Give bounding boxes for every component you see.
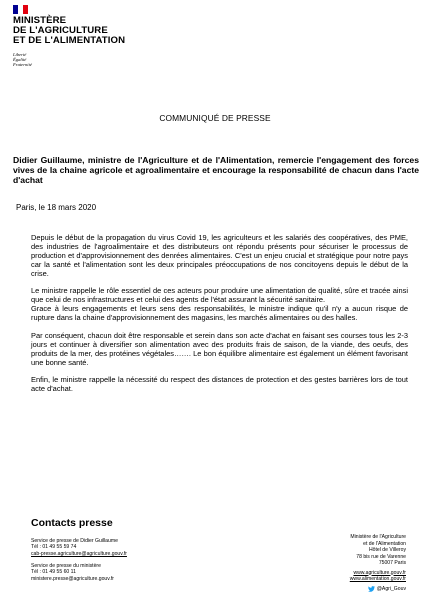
twitter-handle-text: @Agri_Gouv (376, 585, 406, 592)
press-service-name: Service de presse de Didier Guillaume (31, 538, 118, 544)
ministry-name (13, 16, 153, 47)
ministry-address (246, 534, 406, 594)
website-link[interactable]: www.agriculture.gouv.fr (353, 569, 406, 576)
press-email-link[interactable]: cab-presse.agriculture@agriculture.gouv.fr (31, 550, 127, 557)
republic-motto (13, 52, 153, 68)
press-release-title: Didier Guillaume, ministre de l'Agriculture et de l'Alimentation, remercie l'engagement des forces vives de la chaine agricole et agroalimentaire et encourage la responsabilité de chacun dans l'acte d'achat (13, 155, 419, 186)
body-paragraph: Par conséquent, chacun doit être responsable et serein dans son acte d'achat en faisant ses courses tous les 2-3 jours et continuer à diversifier son alimentation avec des produits frais de saison, de la viande, des oeufs, des produits de la mer, des protéines végétales……. Le bon équilibre alimentaire est également un élément favorisant une bonne santé. (31, 330, 408, 367)
body-paragraph: Enfin, le ministre rappelle la nécessité du respect des distances de protection et des gestes barrières lors de tout acte d'achat. (31, 375, 408, 394)
press-service-name: Service de presse du ministère (31, 563, 101, 570)
address-line: 78 bis rue de Varenne (356, 553, 406, 560)
dateline: Paris, le 18 mars 2020 (16, 203, 97, 212)
motto-line: Liberté (13, 51, 27, 57)
motto-line: Fraternité (13, 62, 32, 68)
press-contacts (31, 538, 231, 582)
address-line: Ministère de l'Agriculture (350, 534, 406, 540)
website-link[interactable]: www.alimentation.gouv.fr (349, 576, 406, 582)
contacts-title: Contacts presse (31, 517, 113, 529)
press-phone: Tél : 01 49 55 60 11 (31, 569, 76, 576)
press-phone: Tél : 01 49 55 59 74 (31, 544, 77, 551)
address-line: Hôtel de Villeroy (369, 547, 406, 553)
address-line: et de l'Alimentation (363, 540, 406, 547)
twitter-handle[interactable] (368, 586, 406, 593)
french-flag-icon (13, 5, 28, 14)
body-paragraph: Le ministre rappelle le rôle essentiel de ces acteurs pour produire une alimentation de qualité, sûre et tracée ainsi que celui de nos infrastructures et celui des agents de l'état assurant la sécurité sanitaire. (31, 286, 408, 305)
twitter-bird-icon (368, 586, 375, 592)
body-paragraph: Depuis le début de la propagation du virus Covid 19, les agriculteurs et les salariés des coopératives, des PME, des industries de l'agroalimentaire et des distributeurs ont répondu présents pour sécuriser le processus de production et d'approvisionnement des denrées alimentaires. C'est un enjeu crucial et stratégique pour notre pays car la santé et l'alimentation sont les deux principales préoccupations de nos concitoyens depuis le début de la crise. (31, 233, 408, 278)
motto-line: Égalité (13, 57, 27, 63)
press-email: ministere.presse@agriculture.gouv.fr (31, 575, 114, 582)
body-paragraph: Grace à leurs engagements et leurs sens des responsabilités, le ministre indique qu'il n'y a aucun risque de rupture dans la chaine d'approvisionnement des magasins, les marchés alimentaires ou des halles. (31, 304, 408, 323)
document-heading: COMMUNIQUÉ DE PRESSE (159, 113, 271, 123)
ministry-logo (13, 5, 153, 68)
ministry-name-line: DE L'AGRICULTURE (13, 25, 108, 37)
address-line: 75007 Paris (378, 560, 406, 566)
ministry-name-line: MINISTÈRE (13, 15, 67, 26)
press-release-body (31, 234, 408, 403)
ministry-name-line: ET DE L'ALIMENTATION (13, 35, 126, 47)
